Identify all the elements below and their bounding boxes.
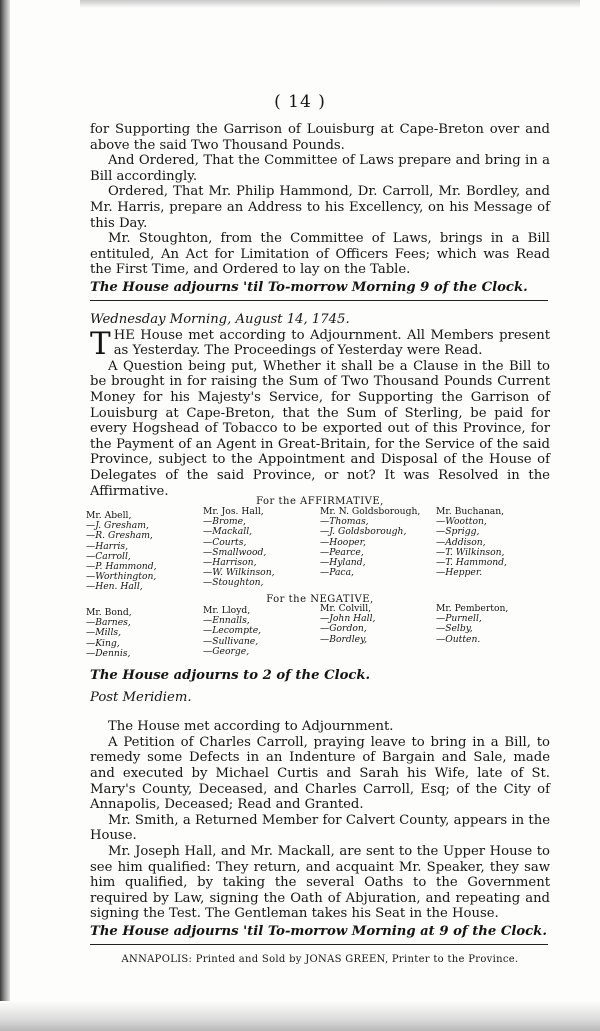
adjournment-line: The House adjourns to 2 of the Clock. (90, 668, 371, 683)
dateline: Wednesday Morning, August 14, 1745. (90, 312, 350, 327)
afternoon-section (90, 668, 550, 940)
affirmative-heading: For the AFFIRMATIVE, (256, 496, 384, 507)
paragraph: And Ordered, That the Committee of Laws prepare and bring in a Bill accordingly. (90, 153, 550, 184)
paragraph: for Supporting the Garrison of Louisburg at Cape-Breton over and above the said Two Thousand Pounds. (90, 122, 550, 153)
paragraph-question: A Question being put, Whether it shall be a Clause in the Bill to be brought in for raising the Sum of Two Thousand Pounds Current Money for his Majesty's Service, for Supporting the Garrison of Louisburg at Cape-Breton, that the Sum of Sterling, be paid for every Hogshead of Tobacco to be exported out of this Province, for the Payment of an Agent in Great-Britain, for the Service of the said Province, subject to the Appointment and Disposal of the House of Delegates of the said Province, or not? It was Resolved in the Affirmative. (90, 358, 550, 499)
section-rule (90, 300, 548, 301)
adjournment-line: The House adjourns 'til To-morrow Morning 9 of the Clock. (90, 279, 528, 295)
paragraph: The House met according to Adjournment. (108, 719, 394, 735)
paragraph: Mr. Stoughton, from the Committee of Laws, brings in a Bill entituled, An Act for Limitation of Officers Fees; which was Read the First Time, and Ordered to lay on the Table. (90, 231, 550, 278)
imprint-line: ANNAPOLIS: Printed and Sold by JONAS GREEN, Printer to the Province. (121, 954, 519, 965)
post-meridiem-heading: Post Meridiem. (90, 689, 192, 705)
affirmative-column-4: Mr. Buchanan, —Wootton, —Sprigg, —Addison, —T. Wilkinson, —T. Hammond, —Hepper. (436, 506, 507, 579)
paragraph: Ordered, That Mr. Philip Hammond, Dr. Carroll, Mr. Bordley, and Mr. Harris, prepare an Address to his Excellency, on his Message of this Day. (90, 184, 550, 231)
affirmative-column-3: Mr. N. Goldsborough, —Thomas, —J. Goldsborough, —Hooper, —Pearce, —Hyland, —Paca, (320, 506, 421, 579)
adjournment-line: The House adjourns 'til To-morrow Morning at 9 of the Clock. (90, 923, 547, 939)
scan-bottom-edge (0, 1001, 600, 1031)
footer-rule (90, 944, 548, 945)
scan-left-edge (0, 0, 10, 1031)
negative-column-3: Mr. Colvill, —John Hall, —Gordon, —Bordley, (320, 603, 376, 645)
paragraph: Mr. Smith, a Returned Member for Calvert County, appears in the House. (90, 812, 550, 844)
affirmative-column-2: Mr. Jos. Hall, —Brome, —Mackall, —Courts, —Smallwood, —Harrison, —W. Wilkinson, —Stoughton, (203, 506, 275, 589)
scan-top-edge (80, 0, 580, 8)
negative-heading: For the NEGATIVE, (266, 594, 374, 605)
paragraph: A Petition of Charles Carroll, praying leave to bring in a Bill, to remedy some Defects in an Indenture of Bargain and Sale, made and executed by Michael Curtis and Sarah his Wife, late of St. Mary's County, Deceased, and Charles Carroll, Esq; of the City of Annapolis, Deceased; Read and Granted. (90, 734, 550, 813)
affirmative-column-1: Mr. Abell, —J. Gresham, —R. Gresham, —Harris, —Carroll, —P. Hammond, —Worthington, —Hen. Hall, (86, 510, 157, 593)
paragraph-met: THE House met according to Adjournment. All Members present as Yesterday. The Proceedings of Yesterday were Read. (90, 325, 550, 362)
negative-column-1: Mr. Bond, —Barnes, —Mills, —King, —Dennis, (86, 607, 132, 659)
negative-column-2: Mr. Lloyd, —Ennalls, —Lecompte, —Sullivane, —George, (203, 605, 262, 657)
wednesday-section (90, 312, 550, 499)
top-section (90, 122, 550, 296)
drop-cap: T (90, 325, 111, 362)
paragraph: Mr. Joseph Hall, and Mr. Mackall, are sent to the Upper House to see him qualified: They return, and acquaint Mr. Speaker, they saw him qualified, by taking the several Oaths to the Government required by Law, signing the Oath of Abjuration, and repeating and signing the Test. The Gentleman takes his Seat in the House. (90, 843, 550, 922)
page-number: ( 14 ) (274, 92, 326, 112)
negative-column-4: Mr. Pemberton, —Purnell, —Selby, —Outten. (436, 603, 509, 645)
